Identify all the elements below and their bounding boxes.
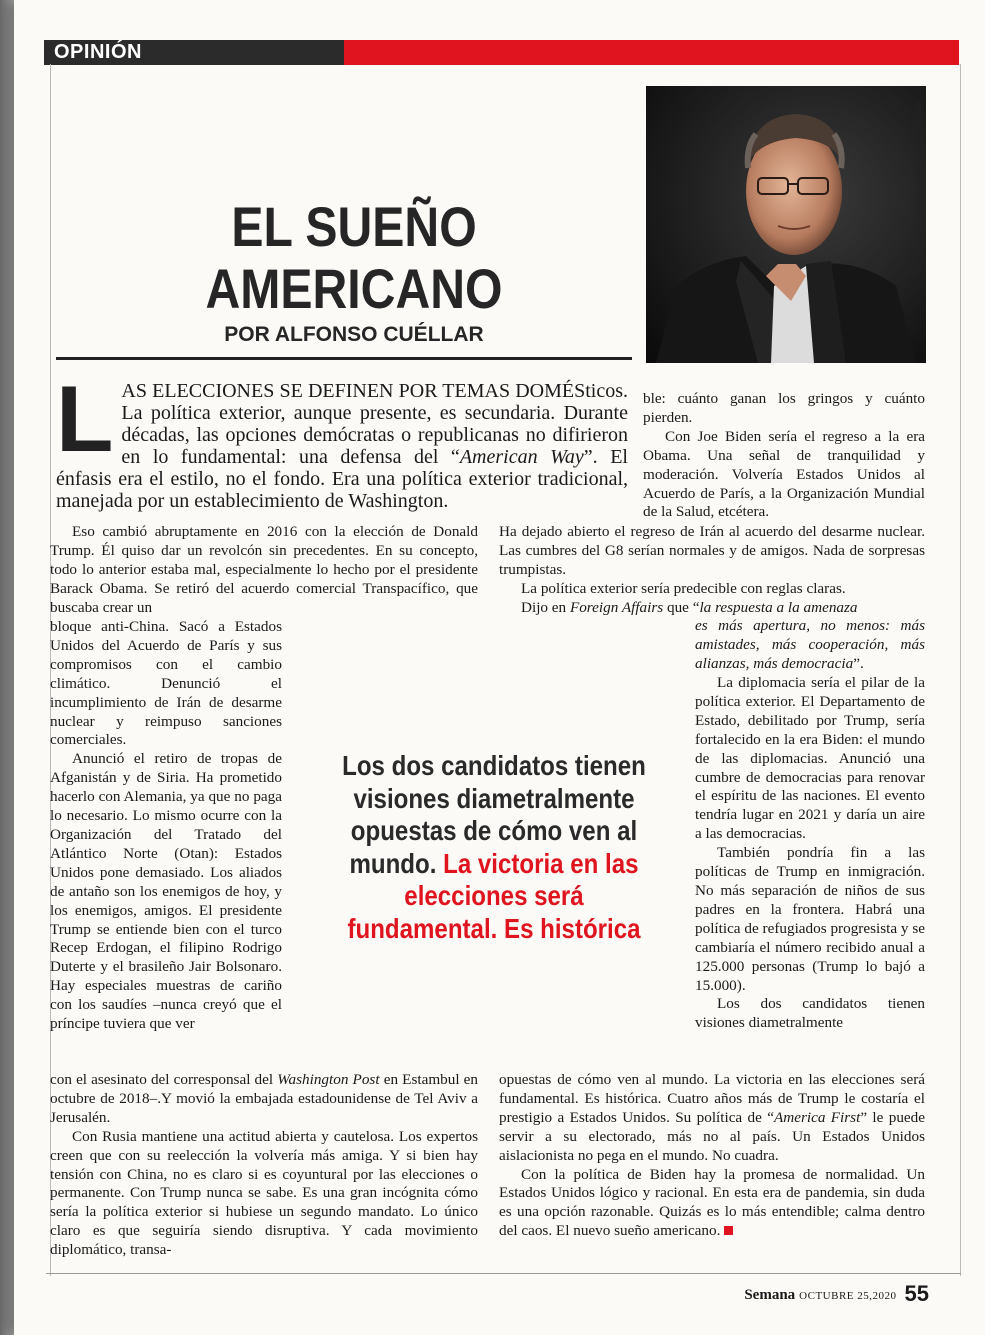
text-run: ”. (853, 654, 864, 672)
page-footer (734, 1281, 929, 1307)
publication-name: Foreign Affairs (569, 598, 664, 616)
section-accent-bar (344, 40, 959, 65)
text-run: en Estambul en octubre de 2018–.Y movió la embajada estadounidense de Tel Aviv a Jerusalén. (50, 1071, 479, 1126)
magazine-name: Semana (744, 1287, 796, 1303)
paragraph: ble: cuánto ganan los gringos y cuánto pierden. (643, 390, 925, 426)
quote-continuation (695, 617, 925, 674)
paragraph: Ha dejado abierto el regreso de Irán al acuerdo del desarme nuclear. Las cumbres del G8 serían normales y de amigos. Nada de sorpresas trumpistas. (499, 523, 925, 578)
left-column-middle (50, 618, 282, 1034)
left-column-bottom (50, 1071, 478, 1260)
right-column-bottom (499, 1071, 925, 1241)
pull-quote (331, 750, 658, 945)
page-number: 55 (904, 1281, 929, 1306)
text-run: Con la política de Biden hay la promesa de normalidad. Un Estados Unidos lógico y racional. En esta era de pandemia, sin duda es una opción razonable. Quizás es lo más entendible; calma dentro del caos. El nuevo sueño americano. (499, 1165, 925, 1240)
right-column-wide (499, 523, 925, 618)
lead-paragraph (56, 366, 628, 512)
issue-date: OCTUBRE 25,2020 (799, 1290, 897, 1302)
paragraph: Eso cambió abruptamente en 2016 con la elección de Donald Trump. Él quiso dar un revolcón sin precedentes. En su concepto, todo lo anterior estaba mal, especialmente lo hecho por el presidente Barack Obama. Se retiró del acuerdo comercial Transpacífico, que buscaba crear un (50, 523, 478, 616)
pull-quote-red: La victoria en las elecciones será fundamental. Es histórica (347, 847, 641, 944)
text-run: que “ (663, 598, 700, 616)
paragraph (499, 1071, 925, 1166)
paragraph: La diplomacia sería el pilar de la política exterior. El Departamento de Estado, debilitado por Trump, sería fortalecido en la era Biden: el mundo de las diplomacias. Anunció una cumbre de democracias para renovar el espíritu de las naciones. El evento tendría lugar en 2021 y daría un aire a las democracias. (695, 674, 925, 843)
left-column-top (50, 523, 478, 618)
text-run: ” le puede servir a su electorado, más no al país. Un Estados Unidos aislacionista no pega en el mundo. No cuadra. (499, 1108, 925, 1164)
text-run: con el asesinato del corresponsal del (50, 1071, 278, 1088)
lead-emphasis: American Way (459, 446, 584, 468)
footer-rule (46, 1273, 961, 1274)
quote-text: la respuesta a la amenaza (699, 598, 858, 616)
publication-name: Washington Post (277, 1071, 380, 1088)
headline (173, 196, 534, 320)
paragraph: Con Joe Biden sería el regreso a la era Obama. Una señal de tranquilidad y moderación. Volvería Estados Unidos al Acuerdo de París, a la Organización Mundial de la Salud, etcétera. (643, 427, 925, 521)
paragraph: Anunció el retiro de tropas de Afganistán y de Siria. Ha prometido hacerlo con Alemania, ya que no paga lo necesario. Lo mismo ocurre con la Organización del Tratado del Atlántico Norte (Otan): Estados Unidos pone demasiado. Los aliados de antaño son los enemigos de hoy, y los enemigos, amigos. El presidente Trump se entiende bien con el turco Recep Erdogan, el filipino Rodrigo Duterte y el brasileño Jair Bolsonaro. Hay especiales muestras de cariño con los saudíes –nunca creyó que el príncipe tuviera que ver (50, 750, 282, 1033)
headline-line-2: AMERICANO (205, 257, 503, 320)
section-header (44, 40, 959, 65)
right-column-middle (695, 674, 925, 1033)
text-run: opuestas de cómo ven al mundo. La victoria en las elecciones será fundamental. Es histórica. Cuatro años más de Trump le costaría el prestigio a Estados Unidos. Su política de “ (499, 1071, 925, 1126)
dropcap: L (56, 366, 114, 471)
paragraph (50, 1071, 478, 1128)
author-portrait-photo (646, 86, 926, 363)
end-mark-icon (724, 1226, 733, 1235)
paragraph: También pondría fin a las políticas de Trump en inmigración. No más separación de niños de sus padres en la frontera. Habrá una política de refugiados progresista y se cambiaría el número recibido anual a 125.000 personas (Trump lo bajó a 15.000). (695, 844, 925, 994)
headline-line-1: EL SUEÑO (231, 195, 477, 258)
paragraph (695, 617, 925, 674)
pull-quote-dark: Los dos candidatos tienen visiones diametralmente opuestas de cómo ven al mundo. (342, 750, 646, 879)
magazine-page (14, 0, 985, 1335)
byline: POR ALFONSO CUÉLLAR (224, 323, 484, 346)
paragraph: Con Rusia mantiene una actitud abierta y cautelosa. Los expertos creen que con su reelección la volvería más amiga. Y si bien hay tensión con China, no es claro si es coyuntural por las elecciones o permanente. Con Trump nunca se sabe. Es una gran incógnita cómo sería la política exterior si hubiese un segundo mandato. Lo único claro es que seguiría siendo disruptiva. Y cada movimiento diplomático, transa- (50, 1127, 478, 1259)
photo-credit: FOTO: GUILLERMO TORRES-SEMANA (916, 100, 923, 230)
paragraph: Los dos candidatos tienen visiones diametralmente (695, 995, 925, 1032)
paragraph (499, 599, 925, 618)
paragraph: bloque anti-China. Sacó a Estados Unidos del Acuerdo de París y sus compromisos con el cambio climático. Denunció el incumplimiento de Irán de desarme nuclear y reimpuso sanciones comerciales. (50, 618, 282, 749)
right-column-top (643, 390, 925, 522)
section-label: OPINIÓN (44, 40, 344, 65)
paragraph (499, 1166, 925, 1242)
portrait-photo-icon (646, 86, 926, 363)
text-run: Dijo en (521, 598, 570, 616)
lead-text-2: ”. El énfasis era el estilo, no el fondo. Era una política exterior tradicional, manejada por un establecimiento de Washington. (56, 446, 628, 512)
headline-rule (56, 357, 632, 360)
slogan: America First (773, 1108, 861, 1126)
paragraph: La política exterior sería predecible con reglas claras. (521, 579, 846, 597)
lead-text-1: AS ELECCIONES SE DEFINEN POR TEMAS DOMÉSticos. La política exterior, aunque presente, es secundaria. Durante décadas, las opciones demócratas o republicanas no difirieron en lo fundamental: una defensa del “ (121, 380, 628, 468)
quote-text: es más apertura, no menos: más amistades, más cooperación, más alianzas, más democracia (695, 617, 925, 672)
